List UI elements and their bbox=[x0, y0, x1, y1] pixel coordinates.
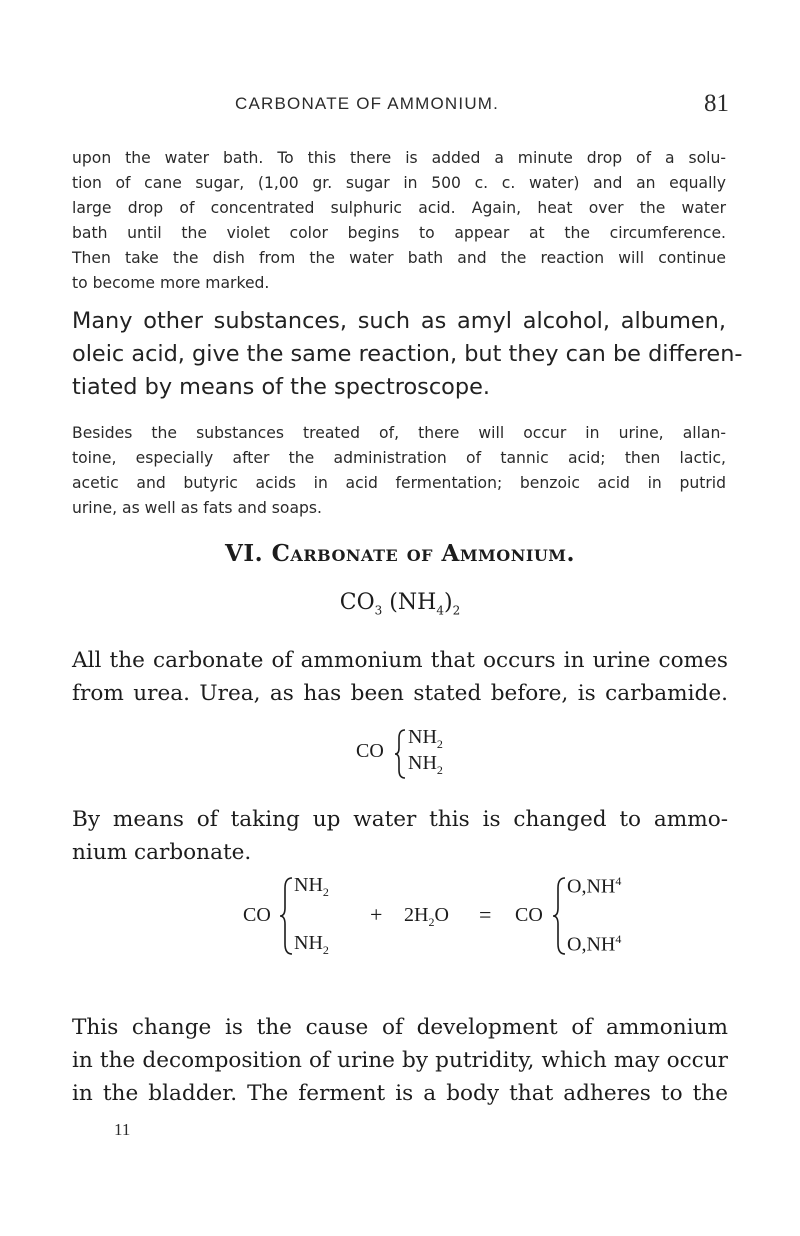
page-number: 81 bbox=[704, 90, 729, 117]
running-title: CARBONATE OF AMMONIUM. bbox=[235, 94, 500, 113]
curly-brace-icon bbox=[551, 876, 567, 956]
equation-right-top: $O,NH^4$ bbox=[567, 874, 622, 898]
formula-base: CO bbox=[356, 740, 384, 762]
formula-subscript: 4 bbox=[436, 603, 444, 618]
text-line: in the decomposition of urine by putridity, which may occur bbox=[72, 1048, 728, 1073]
section-heading bbox=[0, 540, 800, 567]
text-line: Besides the substances treated of, there will occur in urine, allan- bbox=[72, 424, 726, 442]
equation-plus: + bbox=[370, 902, 383, 927]
text-line: Then take the dish from the water bath and the reaction will continue bbox=[72, 249, 726, 267]
text-line: bath until the violet color begins to appear at the circumference. bbox=[72, 224, 726, 242]
text-line: large drop of concentrated sulphuric acid. Again, heat over the water bbox=[72, 199, 726, 217]
section-title-word: Carbonate bbox=[271, 540, 399, 567]
text-line: Many other substances, such as amyl alcohol, albumen, bbox=[72, 308, 726, 334]
text-line: to become more marked. bbox=[72, 274, 270, 292]
equation-left-base: CO bbox=[243, 904, 271, 926]
formula-bottom: $NH_2$ bbox=[408, 752, 443, 777]
text-line: in the bladder. The ferment is a body that adheres to the bbox=[72, 1081, 728, 1106]
paragraph-urea bbox=[72, 644, 728, 710]
text-line: upon the water bath. To this there is added a minute drop of a solu- bbox=[72, 149, 726, 167]
equation-right-bottom: $O,NH^4$ bbox=[567, 932, 622, 956]
equation-left-bottom: $NH_2$ bbox=[294, 932, 329, 957]
curly-brace-icon bbox=[393, 728, 407, 780]
ammonium-carbonate-formula bbox=[0, 590, 800, 617]
text-line: By means of taking up water this is changed to ammo- bbox=[72, 807, 728, 832]
equation-equals: = bbox=[479, 902, 492, 927]
section-title-word: of bbox=[406, 540, 433, 567]
formula-part: ) bbox=[443, 590, 453, 615]
formula-part: (NH bbox=[382, 590, 437, 615]
text-line: tiated by means of the spectroscope. bbox=[72, 374, 490, 400]
paragraph-spectroscope bbox=[72, 305, 743, 404]
formula-subscript: 3 bbox=[374, 603, 383, 618]
paragraph-putridity bbox=[72, 1011, 728, 1110]
equation-water: $2H_2O$ bbox=[404, 904, 449, 929]
text-line: toine, especially after the administration of tannic acid; then lactic, bbox=[72, 449, 726, 467]
text-line: tion of cane sugar, (1,00 gr. sugar in 500 c. c. water) and an equally bbox=[72, 174, 726, 192]
text-line: oleic acid, give the same reaction, but they can be differen- bbox=[72, 341, 743, 367]
running-head bbox=[0, 90, 800, 116]
text-line: All the carbonate of ammonium that occurs in urine comes bbox=[72, 648, 728, 673]
formula-subscript: 2 bbox=[452, 603, 461, 618]
section-title-word: Ammonium. bbox=[441, 540, 575, 567]
equation-left-top: $NH_2$ bbox=[294, 874, 329, 899]
formula-top: $NH_2$ bbox=[408, 726, 443, 751]
signature-mark: 11 bbox=[114, 1120, 131, 1139]
text-line: This change is the cause of development of ammonium bbox=[72, 1015, 728, 1040]
text-line: from urea. Urea, as has been stated before, is carbamide. bbox=[72, 681, 728, 706]
curly-brace-icon bbox=[278, 876, 294, 956]
text-line: acetic and butyric acids in acid fermentation; benzoic acid in putrid bbox=[72, 474, 726, 492]
text-line: urine, as well as fats and soaps. bbox=[72, 499, 322, 517]
equation-right-base: CO bbox=[515, 904, 543, 926]
paragraph-water-bath bbox=[72, 146, 726, 296]
paragraph-conversion bbox=[72, 803, 728, 869]
paragraph-other-substances bbox=[72, 421, 726, 521]
formula-part: CO bbox=[339, 590, 375, 615]
text-line: nium carbonate. bbox=[72, 840, 252, 865]
section-number: VI. bbox=[224, 540, 264, 567]
